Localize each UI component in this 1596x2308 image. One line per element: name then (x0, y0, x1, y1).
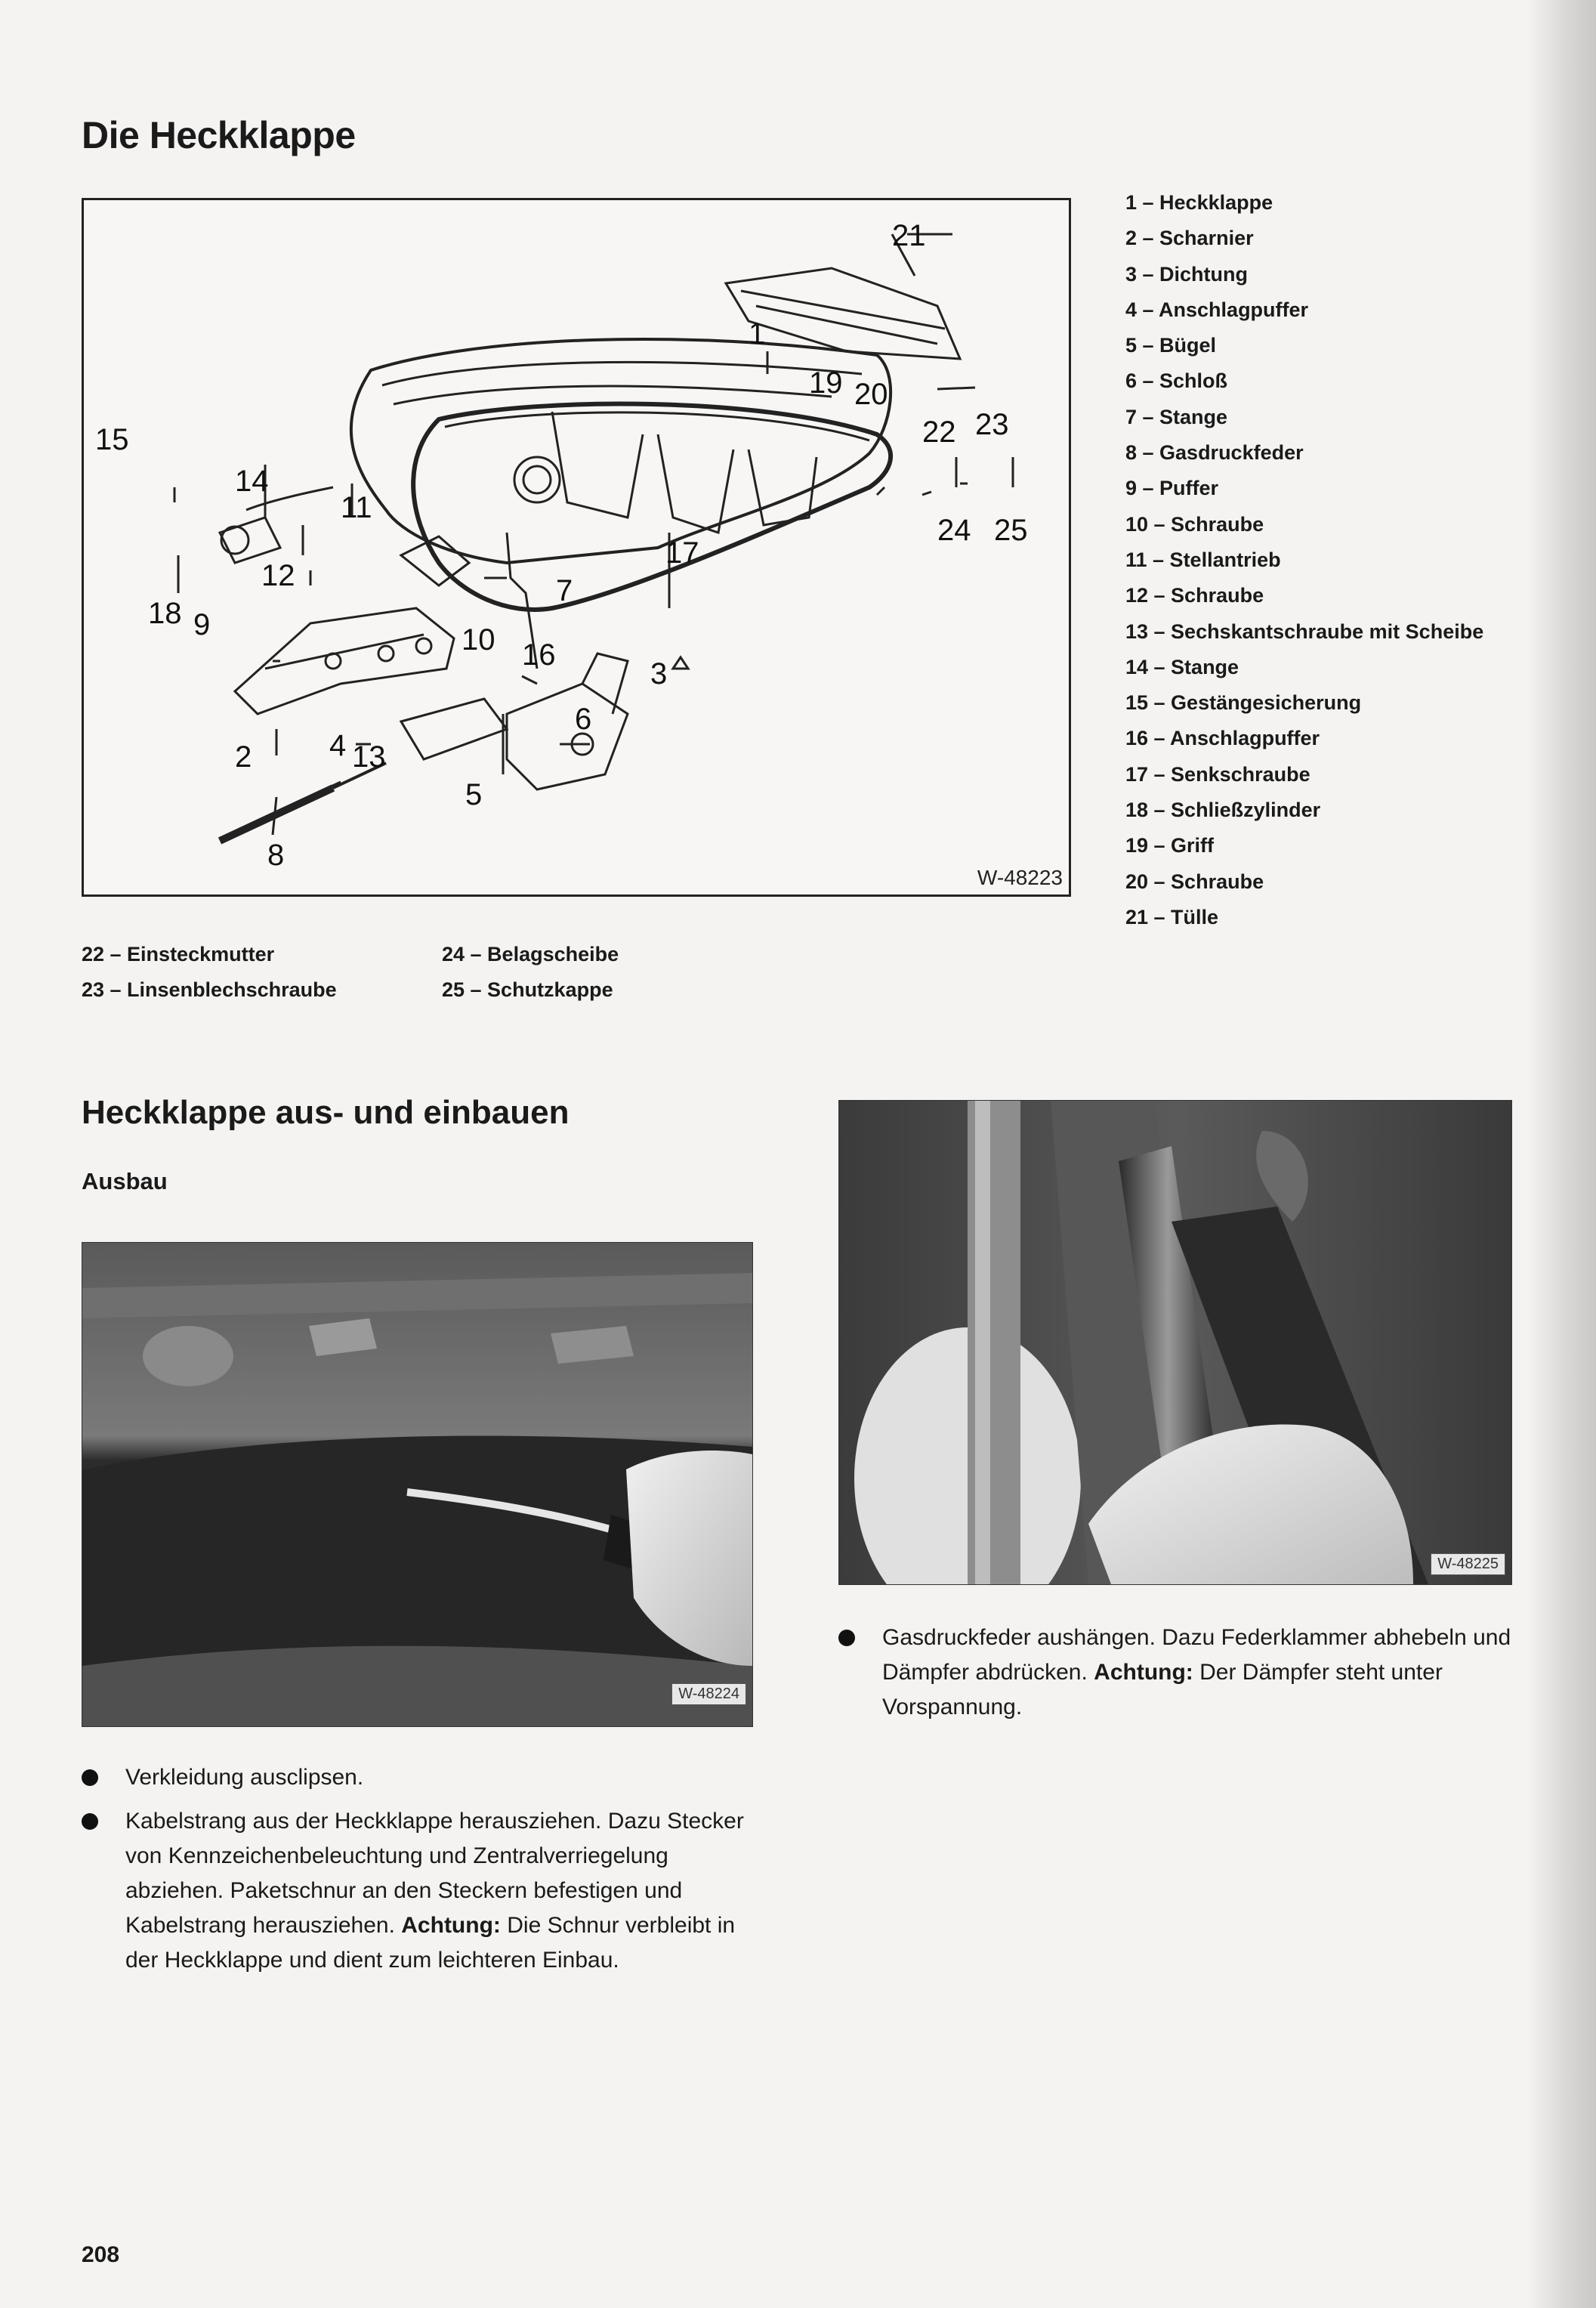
legend-item: 7 – Stange (1125, 405, 1228, 428)
callout-18: 18 (148, 597, 182, 630)
instruction-item (838, 1621, 1518, 1725)
legend-item: 23 – Linsenblechschraube (82, 978, 337, 1001)
bullet-icon (82, 1769, 98, 1786)
callout-25: 25 (994, 514, 1028, 547)
callout-23: 23 (975, 408, 1009, 441)
instruction-warning-text: Der Dämpfer steht unter Vorspannung. (882, 1660, 1443, 1719)
figure-code: W-48223 (977, 866, 1063, 889)
legend-item: 22 – Einsteckmutter (82, 943, 275, 966)
callout-20: 20 (854, 378, 888, 411)
page-number: 208 (82, 2242, 120, 2267)
bullet-icon (82, 1813, 98, 1830)
photo-gas-spring-image (839, 1101, 1511, 1584)
instruction-warning-text: Die Schnur verbleibt in der Heckklappe und dient zum leichteren Einbau. (125, 1913, 736, 1973)
instruction-warning-label: Achtung: (401, 1913, 501, 1938)
legend-item: 13 – Sechskantschraube mit Scheibe (1125, 619, 1484, 643)
parts-legend-bottom-right (442, 937, 789, 1008)
callout-3: 3 (650, 657, 668, 691)
legend-item: 8 – Gasdruckfeder (1125, 441, 1304, 465)
callout-19: 19 (809, 366, 843, 400)
legend-item: 3 – Dichtung (1125, 262, 1249, 286)
sub-heading: Ausbau (82, 1168, 168, 1194)
instruction-item (82, 1760, 761, 1795)
legend-item: 25 – Schutzkappe (442, 978, 613, 1001)
callout-21: 21 (892, 219, 926, 252)
legend-item: 6 – Schloß (1125, 369, 1228, 393)
legend-item: 11 – Stellantrieb (1125, 548, 1281, 571)
legend-item: 2 – Scharnier (1125, 227, 1254, 250)
photo-code: W-48224 (671, 1683, 746, 1705)
callout-9: 9 (193, 608, 211, 641)
callout-13: 13 (352, 740, 386, 774)
instruction-text: Kabelstrang aus der Heckklappe herausziehen. Dazu Stecker von Kennzeichenbeleuchtung und Zentralverriegelung abziehen. Paketschnur an den Steckern befestigen und Kabelstrang herausziehen. (125, 1809, 744, 1938)
legend-item: 24 – Belagscheibe (442, 943, 619, 966)
legend-item: 5 – Bügel (1125, 334, 1217, 357)
photo-code: W-48225 (1431, 1553, 1505, 1575)
parts-legend (1125, 185, 1548, 935)
page-title: Die Heckklappe (82, 114, 356, 156)
photo-trim-removal-image (82, 1243, 752, 1726)
instruction-text: Verkleidung ausclipsen. (125, 1765, 364, 1790)
instructions-right (838, 1621, 1518, 1734)
callout-12: 12 (261, 559, 295, 592)
callout-17: 17 (665, 536, 699, 570)
callout-14: 14 (235, 465, 269, 498)
legend-item: 18 – Schließzylinder (1125, 799, 1321, 822)
callout-24: 24 (937, 514, 971, 547)
callout-16: 16 (522, 638, 556, 672)
legend-item: 9 – Puffer (1125, 477, 1219, 500)
callout-4: 4 (329, 729, 347, 762)
legend-item: 4 – Anschlagpuffer (1125, 298, 1309, 321)
legend-item: 20 – Schraube (1125, 870, 1264, 893)
photo-trim-removal (82, 1242, 753, 1727)
legend-item: 14 – Stange (1125, 655, 1239, 678)
legend-item: 16 – Anschlagpuffer (1125, 727, 1320, 750)
bullet-icon (838, 1630, 855, 1646)
tailgate-drawing (84, 200, 1069, 894)
instructions-left (82, 1760, 761, 1987)
exploded-diagram (82, 198, 1071, 897)
legend-item: 17 – Senkschraube (1125, 762, 1310, 786)
parts-legend-bottom-left (82, 937, 429, 1008)
callout-15: 15 (95, 423, 129, 456)
callout-2: 2 (235, 740, 252, 774)
legend-item: 12 – Schraube (1125, 584, 1264, 607)
callout-6: 6 (575, 703, 592, 736)
photo-gas-spring (838, 1100, 1512, 1585)
callout-1: 1 (749, 317, 766, 351)
callout-10: 10 (462, 623, 495, 657)
callout-22: 22 (922, 416, 956, 449)
instruction-warning-label: Achtung: (1094, 1660, 1193, 1685)
legend-item: 19 – Griff (1125, 834, 1215, 857)
callout-8: 8 (267, 839, 285, 872)
legend-item: 15 – Gestängesicherung (1125, 691, 1362, 715)
callout-7: 7 (556, 574, 573, 607)
callout-5: 5 (465, 778, 483, 811)
callout-11: 11 (341, 491, 372, 524)
legend-item: 1 – Heckklappe (1125, 191, 1273, 214)
instruction-item (82, 1804, 761, 1978)
instruction-text: Gasdruckfeder aushängen. Dazu Federklammer abhebeln und Dämpfer abdrücken. (882, 1625, 1511, 1685)
legend-item: 10 – Schraube (1125, 512, 1264, 536)
legend-item: 21 – Tülle (1125, 905, 1219, 928)
section-heading: Heckklappe aus- und einbauen (82, 1094, 570, 1131)
